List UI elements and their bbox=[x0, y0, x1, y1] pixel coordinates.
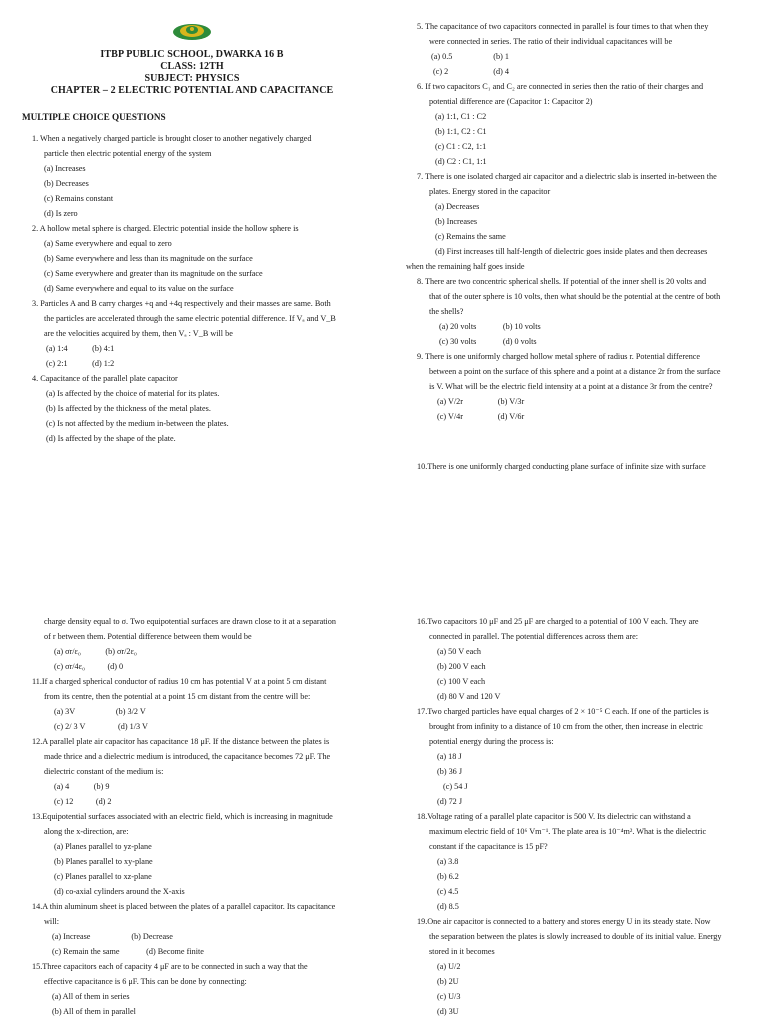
option-line: (a) 0.5 (b) 1 bbox=[431, 52, 509, 61]
question-line: 18.Voltage rating of a parallel plate capacitor is 500 V. Its dielectric can withstand a bbox=[417, 812, 691, 821]
option-line: (a) 18 J bbox=[437, 752, 462, 761]
question-line: 15.Three capacitors each of capacity 4 μF are to be connected in such a way that the bbox=[32, 962, 308, 971]
option-line: (d) 80 V and 120 V bbox=[437, 692, 501, 701]
option-line: (a) Is affected by the choice of material for its plates. bbox=[46, 389, 220, 398]
question-line: 8. There are two concentric spherical shells. If potential of the inner shell is 20 volts and bbox=[417, 277, 707, 286]
option-line: (c) Remains the same bbox=[435, 232, 506, 241]
question-line: 16.Two capacitors 10 μF and 25 μF are charged to a potential of 100 V each. They are bbox=[417, 617, 699, 626]
option-line: (d) Is zero bbox=[44, 209, 78, 218]
option-line: (b) 36 J bbox=[437, 767, 463, 776]
question-line: 3. Particles A and B carry charges +q and +4q respectively and their masses are same. Both bbox=[32, 299, 331, 308]
option-line: (d) Is affected by the shape of the plate. bbox=[46, 434, 176, 443]
question-line: 13.Equipotential surfaces associated with an electric field, which is increasing in magnitude bbox=[32, 812, 333, 821]
question-line: made thrice and a dielectric medium is introduced, the capacitance becomes 72 μF. The bbox=[44, 752, 331, 761]
option-line: (c) 2/ 3 V (d) 1/3 V bbox=[54, 722, 148, 731]
question-line: are the velocities acquired by them, then Vₐ : V_B will be bbox=[44, 329, 233, 338]
option-line: (a) Same everywhere and equal to zero bbox=[44, 239, 172, 248]
option-line: (c) 2:1 (d) 1:2 bbox=[46, 359, 115, 368]
question-line: 11.If a charged spherical conductor of radius 10 cm has potential V at a point 5 cm distant bbox=[32, 677, 327, 686]
question-line: dielectric constant of the medium is: bbox=[44, 767, 164, 776]
option-line: (d) 8.5 bbox=[437, 902, 459, 911]
option-line: (a) Increase (b) Decrease bbox=[52, 932, 173, 941]
option-line: (d) 72 J bbox=[437, 797, 463, 806]
question-line: between a point on the surface of this sphere and a point at a distance 2r from the surface bbox=[429, 367, 721, 376]
question-line: plates. Energy stored in the capacitor bbox=[429, 187, 551, 196]
option-line: (c) Remain the same (d) Become finite bbox=[52, 947, 204, 956]
question-line: 4. Capacitance of the parallel plate capacitor bbox=[32, 374, 178, 383]
question-line: brought from infinity to a distance of 10 cm from the other, then increase in electric bbox=[429, 722, 703, 731]
class-label: CLASS: 12TH bbox=[160, 61, 224, 72]
option-line: (b) 1:1, C2 : C1 bbox=[435, 127, 487, 136]
option-line: (c) C1 : C2, 1:1 bbox=[435, 142, 487, 151]
option-line: (c) 54 J bbox=[443, 782, 468, 791]
document-header bbox=[0, 20, 384, 97]
option-line: (d) Same everywhere and equal to its value on the surface bbox=[44, 284, 234, 293]
option-line: (d) 3U bbox=[437, 1007, 459, 1016]
option-line: (c) 12 (d) 2 bbox=[54, 797, 112, 806]
option-line: (b) Decreases bbox=[44, 179, 89, 188]
question-line: 7. There is one isolated charged air capacitor and a dielectric slab is inserted in-between the bbox=[417, 172, 717, 181]
option-line: (a) 3V (b) 3/2 V bbox=[54, 707, 146, 716]
question-line: from its centre, then the potential at a point 15 cm distant from the centre will be: bbox=[44, 692, 311, 701]
question-line: 14.A thin aluminum sheet is placed between the plates of a parallel capacitor. Its capacitance bbox=[32, 902, 336, 911]
option-line: (c) Remains constant bbox=[44, 194, 114, 203]
question-line: were connected in series. The ratio of their individual capacitances will be bbox=[429, 37, 673, 46]
option-line: (a) 50 V each bbox=[437, 647, 482, 656]
option-line: (c) U/3 bbox=[437, 992, 461, 1001]
question-line: stored in it becomes bbox=[429, 947, 495, 956]
option-line: (b) Same everywhere and less than its magnitude on the surface bbox=[44, 254, 253, 263]
section-title: MULTIPLE CHOICE QUESTIONS bbox=[22, 112, 166, 122]
option-line: (a) 20 volts (b) 10 volts bbox=[439, 322, 541, 331]
option-line: (a) U/2 bbox=[437, 962, 461, 971]
option-line: (b) All of them in parallel bbox=[52, 1007, 136, 1016]
option-line: (a) Increases bbox=[44, 164, 86, 173]
question-line: maximum electric field of 10⁶ Vm⁻¹. The plate area is 10⁻⁴m². What is the dielectric bbox=[429, 827, 707, 836]
option-line: (c) σr/4ε₀ (d) 0 bbox=[54, 662, 124, 671]
question-line: 5. The capacitance of two capacitors connected in parallel is four times to that when they bbox=[417, 22, 709, 31]
school-name: ITBP PUBLIC SCHOOL, DWARKA 16 B bbox=[100, 49, 284, 60]
option-line: (d) C2 : C1, 1:1 bbox=[435, 157, 487, 166]
option-line: (b) 200 V each bbox=[437, 662, 486, 671]
question-line: the particles are accelerated through the same electric potential difference. If Vₐ and V_B bbox=[44, 314, 336, 323]
question-line: 17.Two charged particles have equal charges of 2 × 10⁻⁵ C each. If one of the particles is bbox=[417, 707, 709, 716]
option-line: (a) All of them in series bbox=[52, 992, 130, 1001]
question-line: 12.A parallel plate air capacitor has capacitance 18 μF. If the distance between the plates is bbox=[32, 737, 330, 746]
question-line: charge density equal to σ. Two equipotential surfaces are drawn close to it at a separation bbox=[44, 617, 336, 626]
question-line: is V. What will be the electric field intensity at a point at a distance 3r from the centre? bbox=[429, 382, 713, 391]
option-line: (a) 1:4 (b) 4:1 bbox=[46, 344, 115, 353]
question-line: constant if the capacitance is 15 pF? bbox=[429, 842, 548, 851]
option-line: (b) 6.2 bbox=[437, 872, 459, 881]
option-line: (c) 100 V each bbox=[437, 677, 486, 686]
question-line: 6. If two capacitors C₁ and C₂ are connected in series then the ratio of their charges and bbox=[417, 82, 704, 91]
option-line: (c) 4.5 bbox=[437, 887, 459, 896]
school-logo-icon bbox=[170, 20, 214, 42]
question-line: particle then electric potential energy of the system bbox=[44, 149, 212, 158]
question-line: 10.There is one uniformly charged conducting plane surface of infinite size with surface bbox=[417, 462, 706, 471]
option-line: (a) V/2r (b) V/3r bbox=[437, 397, 525, 406]
option-line: (c) 30 volts (d) 0 volts bbox=[439, 337, 537, 346]
option-line: (c) Planes parallel to xz-plane bbox=[54, 872, 152, 881]
question-line: that of the outer sphere is 10 volts, then what should be the potential at the centre of both bbox=[429, 292, 721, 301]
option-line: (b) Planes parallel to xy-plane bbox=[54, 857, 153, 866]
question-10-start bbox=[417, 459, 706, 474]
questions-column-bottom-left bbox=[32, 614, 336, 1019]
question-line: of r between them. Potential difference between them would be bbox=[44, 632, 252, 641]
question-line: potential energy during the process is: bbox=[429, 737, 554, 746]
question-line: the shells? bbox=[429, 307, 464, 316]
option-line: (a) σr/ε₀ (b) σr/2ε₀ bbox=[54, 647, 137, 656]
questions-column-top-left bbox=[32, 131, 336, 446]
question-line: 9. There is one uniformly charged hollow metal sphere of radius r. Potential difference bbox=[417, 352, 701, 361]
chapter-title: CHAPTER – 2 ELECTRIC POTENTIAL AND CAPACITANCE bbox=[50, 85, 334, 96]
option-line: (a) Decreases bbox=[435, 202, 480, 211]
question-line: potential difference are (Capacitor 1: Capacitor 2) bbox=[429, 97, 593, 106]
option-line: when the remaining half goes inside bbox=[406, 262, 525, 271]
question-line: the separation between the plates is slowly increased to double of its initial value. Energy bbox=[429, 932, 722, 941]
question-line: effective capacitance is 6 μF. This can be done by connecting: bbox=[44, 977, 247, 986]
question-line: 1. When a negatively charged particle is brought closer to another negatively charged bbox=[32, 134, 312, 143]
option-line: (a) 1:1, C1 : C2 bbox=[435, 112, 487, 121]
questions-column-bottom-right bbox=[417, 614, 721, 1019]
option-line: (c) Same everywhere and greater than its magnitude on the surface bbox=[44, 269, 263, 278]
option-line: (a) Planes parallel to yz-plane bbox=[54, 842, 152, 851]
question-line: 19.One air capacitor is connected to a battery and stores energy U in its steady state. Now bbox=[417, 917, 711, 926]
question-line: 2. A hollow metal sphere is charged. Electric potential inside the hollow sphere is bbox=[32, 224, 299, 233]
option-line: (d) First increases till half-length of dielectric goes inside plates and then decreases bbox=[435, 247, 708, 256]
option-line: (d) co-axial cylinders around the X-axis bbox=[54, 887, 185, 896]
questions-column-top-right bbox=[406, 19, 721, 424]
option-line: (b) Increases bbox=[435, 217, 478, 226]
option-line: (c) Is not affected by the medium in-between the plates. bbox=[46, 419, 229, 428]
option-line: (b) 2U bbox=[437, 977, 459, 986]
question-line: will: bbox=[44, 917, 60, 926]
question-line: along the x-direction, are: bbox=[44, 827, 129, 836]
subject-label: SUBJECT: PHYSICS bbox=[144, 73, 240, 84]
question-line: connected in parallel. The potential differences across them are: bbox=[429, 632, 639, 641]
option-line: (a) 4 (b) 9 bbox=[54, 782, 110, 791]
option-line: (b) Is affected by the thickness of the metal plates. bbox=[46, 404, 211, 413]
option-line: (a) 3.8 bbox=[437, 857, 459, 866]
option-line: (c) 2 (d) 4 bbox=[433, 67, 509, 76]
option-line: (c) V/4r (d) V/6r bbox=[437, 412, 525, 421]
